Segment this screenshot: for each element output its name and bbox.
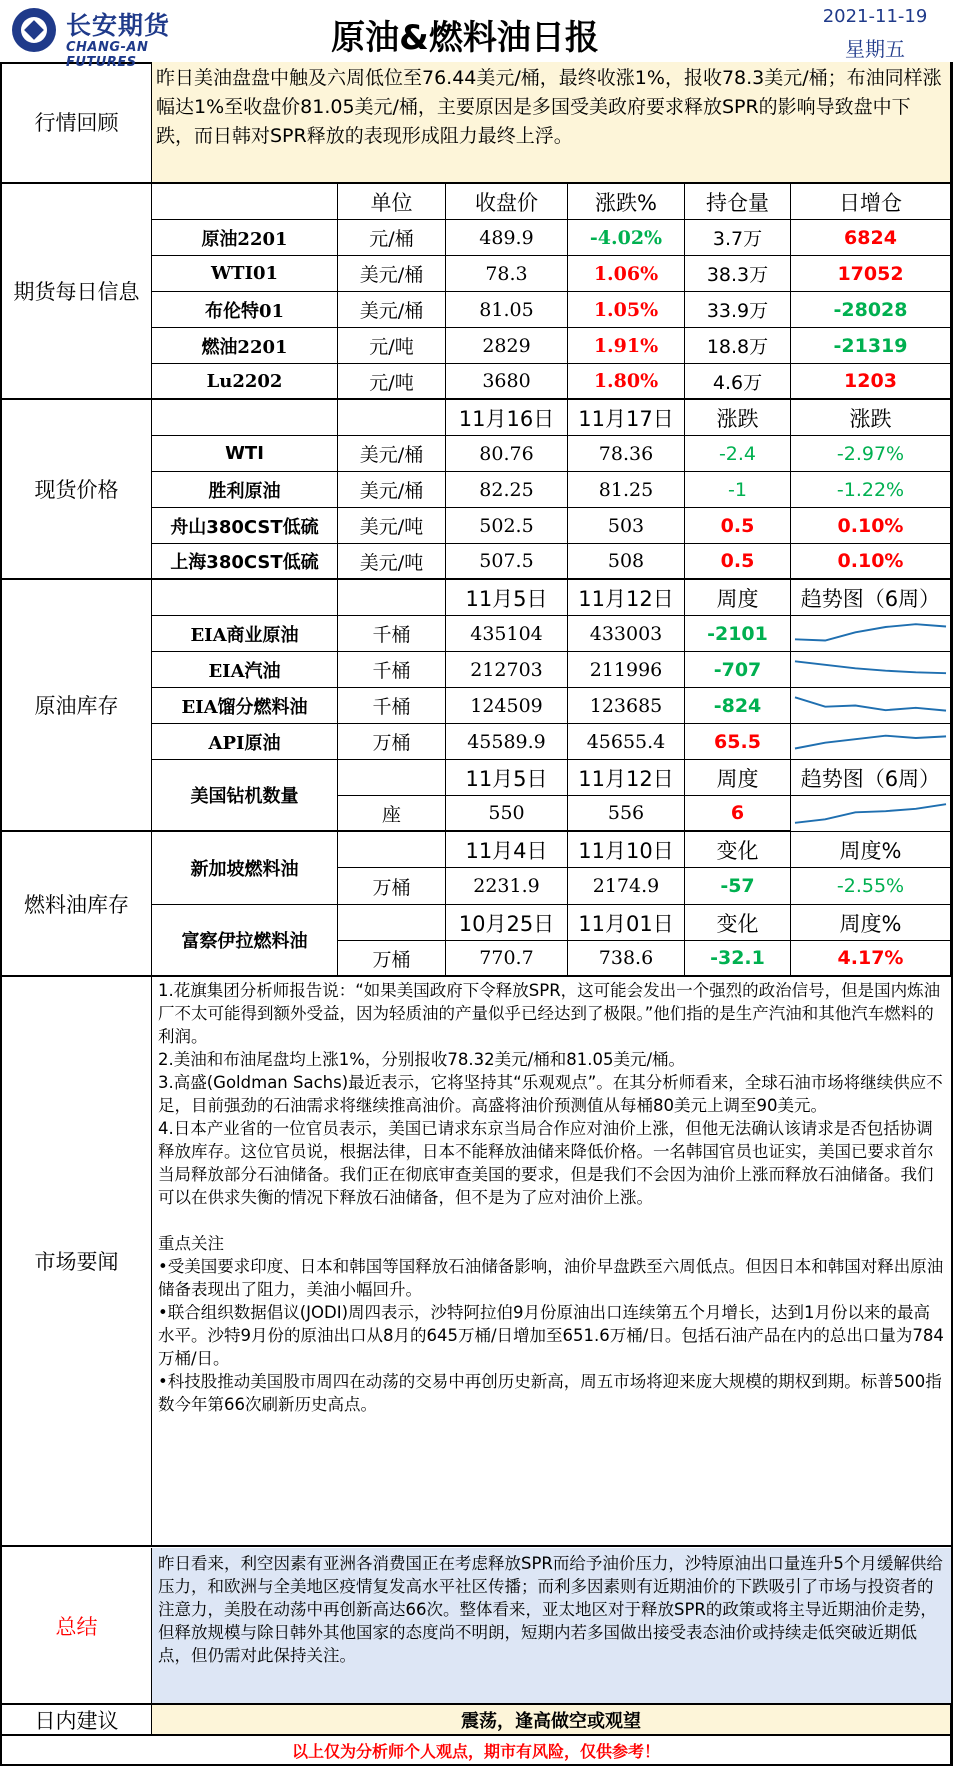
inventory-row-weekly: -824 bbox=[685, 688, 791, 724]
inventory-row-weekly: -707 bbox=[685, 652, 791, 688]
spot-row-unit: 美元/吨 bbox=[338, 544, 446, 580]
news-item-4: 4.日本产业省的一位官员表示，美国已请求东京当局合作应对油价上涨，但他无法确认该请求是否包括协调释放库存。这位官员说，根据法律，日本不能释放油储来降低价格。一名韩国官员也证实，美国已要求首尔当局释放部分石油储备。我们正在彻底审查美国的要求，但是我们不会因为油价上涨而释放石油储备。我们可以在供求失衡的情况下释放石油储备，但不是为了应对油价上涨。 bbox=[158, 1119, 934, 1207]
trend-sparkline-line bbox=[795, 736, 946, 749]
fuel-inventory-pct: 4.17% bbox=[791, 941, 951, 977]
trend-sparkline-line bbox=[795, 624, 946, 640]
rig-count-name: 美国钻机数量 bbox=[152, 760, 338, 832]
section-label-review: 行情回顾 bbox=[2, 62, 152, 184]
spot-row-d1: 502.5 bbox=[446, 508, 568, 544]
futures-row-delta: 6824 bbox=[791, 220, 951, 256]
spot-row-pct: -2.97% bbox=[791, 436, 951, 472]
section-label-inventory: 原油库存 bbox=[2, 580, 152, 832]
inventory-trend-sparkline bbox=[791, 616, 951, 652]
futures-header: 收盘价 bbox=[446, 184, 568, 220]
futures-row-close: 3680 bbox=[446, 364, 568, 400]
futures-row-change: 1.91% bbox=[568, 328, 685, 364]
futures-row-oi: 33.9万 bbox=[685, 292, 791, 328]
fuel-inventory-name: 新加坡燃料油 bbox=[152, 832, 338, 905]
news-content bbox=[152, 977, 951, 1547]
futures-row-close: 2829 bbox=[446, 328, 568, 364]
focus-item-1: •受美国要求印度、日本和韩国等国释放石油储备影响，油价早盘跌至六周低点。但因日本和韩国对释出原油储备表现出了阻力，美油小幅回升。 bbox=[158, 1257, 944, 1299]
spot-header: 11月17日 bbox=[568, 400, 685, 436]
rig-header: 11月5日 bbox=[446, 760, 568, 796]
spot-row-d1: 507.5 bbox=[446, 544, 568, 580]
report-title: 原油&燃料油日报 bbox=[331, 18, 599, 58]
fuel-inventory-header: 11月10日 bbox=[568, 832, 685, 868]
inventory-row-d2: 211996 bbox=[568, 652, 685, 688]
inventory-row-d2: 45655.4 bbox=[568, 724, 685, 760]
inventory-header: 11月12日 bbox=[568, 580, 685, 616]
inventory-row-weekly: -2101 bbox=[685, 616, 791, 652]
fuel-inventory-change: -32.1 bbox=[685, 941, 791, 977]
futures-row-oi: 38.3万 bbox=[685, 256, 791, 292]
fuel-header-blank bbox=[338, 832, 446, 868]
section-label-futures: 期货每日信息 bbox=[2, 184, 152, 400]
futures-header: 日增仓 bbox=[791, 184, 951, 220]
spot-row-change: 0.5 bbox=[685, 508, 791, 544]
report-header bbox=[0, 0, 953, 70]
fuel-inventory-header: 10月25日 bbox=[446, 905, 568, 941]
trend-sparkline-line bbox=[795, 697, 946, 710]
spot-row-d2: 503 bbox=[568, 508, 685, 544]
futures-row-delta: 17052 bbox=[791, 256, 951, 292]
section-label-spot: 现货价格 bbox=[2, 400, 152, 580]
spot-row-name: 上海380CST低硫 bbox=[152, 544, 338, 580]
inventory-row-name: API原油 bbox=[152, 724, 338, 760]
spot-row-d2: 508 bbox=[568, 544, 685, 580]
futures-row-close: 81.05 bbox=[446, 292, 568, 328]
spot-row-d1: 80.76 bbox=[446, 436, 568, 472]
fuel-inventory-name: 富察伊拉燃料油 bbox=[152, 905, 338, 977]
report-date: 2021-11-19 bbox=[822, 6, 928, 27]
futures-row-change: -4.02% bbox=[568, 220, 685, 256]
trend-sparkline-line bbox=[795, 804, 946, 823]
futures-row-oi: 18.8万 bbox=[685, 328, 791, 364]
inventory-header-blank bbox=[338, 580, 446, 616]
inventory-row-d1: 45589.9 bbox=[446, 724, 568, 760]
futures-row-unit: 美元/桶 bbox=[338, 292, 446, 328]
inventory-row-name: EIA汽油 bbox=[152, 652, 338, 688]
review-text: 昨日美油盘盘中触及六周低位至76.44美元/桶，最终收涨1%，报收78.3美元/桶；布油同样涨幅达1%至收盘价81.05美元/桶，主要原因是多国受美政府要求释放SPR的影响导致盘中下跌，而日韩对SPR释放的表现形成阻力最终上浮。 bbox=[152, 62, 951, 184]
spot-row-change: -2.4 bbox=[685, 436, 791, 472]
futures-row-name: 布伦特01 bbox=[152, 292, 338, 328]
company-logo bbox=[8, 4, 198, 70]
news-item-1: 1.花旗集团分析师报告说：“如果美国政府下令释放SPR，这可能会发出一个强烈的政治信号，但是国内炼油厂不太可能得到额外受益，因为轻质油的产量似乎已经达到了极限。”他们指的是生产汽油和其他汽车燃料的利润。 bbox=[158, 981, 941, 1046]
spot-row-change: 0.5 bbox=[685, 544, 791, 580]
futures-row-unit: 元/吨 bbox=[338, 364, 446, 400]
futures-row-oi: 4.6万 bbox=[685, 364, 791, 400]
inventory-row-d1: 124509 bbox=[446, 688, 568, 724]
logo-emblem-icon bbox=[12, 8, 56, 52]
advice-text: 震荡，逢高做空或观望 bbox=[152, 1705, 951, 1736]
inventory-row-unit: 千桶 bbox=[338, 652, 446, 688]
spot-row-name: 胜利原油 bbox=[152, 472, 338, 508]
summary-text: 昨日看来，利空因素有亚洲各消费国正在考虑释放SPR而给予油价压力，沙特原油出口量连升5个月缓解供给压力，和欧洲与全美地区疫情复发高水平社区传播；而利多因素则有近期油价的下跌吸引了市场与投资者的注意力，美股在动荡中再创新高达66次。整体看来，亚太地区对于释放SPR的政策或将主导近期油价走势，但释放规模与除日韩外其他国家的态度尚不明朗，短期内若多国做出接受表态油价或持续走低突破近期低点，但仍需对此保持关注。 bbox=[152, 1548, 951, 1705]
rig-header-blank bbox=[338, 760, 446, 796]
futures-row-name: WTI01 bbox=[152, 256, 338, 292]
spot-row-d2: 78.36 bbox=[568, 436, 685, 472]
rig-unit: 座 bbox=[338, 796, 446, 832]
spot-row-change: -1 bbox=[685, 472, 791, 508]
inventory-row-unit: 万桶 bbox=[338, 724, 446, 760]
rig-d1: 550 bbox=[446, 796, 568, 832]
inventory-row-name: EIA馏分燃料油 bbox=[152, 688, 338, 724]
futures-row-name: 原油2201 bbox=[152, 220, 338, 256]
futures-row-name: 燃油2201 bbox=[152, 328, 338, 364]
news-item-2: 2.美油和布油尾盘均上涨1%，分别报收78.32美元/桶和81.05美元/桶。 bbox=[158, 1050, 686, 1069]
spot-row-pct: 0.10% bbox=[791, 508, 951, 544]
futures-row-unit: 元/吨 bbox=[338, 328, 446, 364]
spot-header: 涨跌 bbox=[685, 400, 791, 436]
futures-row-change: 1.05% bbox=[568, 292, 685, 328]
rig-trend-sparkline bbox=[791, 796, 951, 832]
focus-item-3: •科技股推动美国股市周四在动荡的交易中再创历史新高，周五市场将迎来庞大规模的期权到期。标普500指数今年第66次刷新历史高点。 bbox=[158, 1372, 942, 1414]
focus-item-2: •联合组织数据倡议(JODI)周四表示，沙特阿拉伯9月份原油出口连续第五个月增长，达到1月份以来的最高水平。沙特9月份的原油出口从8月的645万桶/日增加至651.6万桶/日。包括石油产品在内的总出口量为784万桶/日。 bbox=[158, 1303, 944, 1368]
fuel-header-blank bbox=[338, 905, 446, 941]
fuel-inventory-unit: 万桶 bbox=[338, 941, 446, 977]
spot-row-unit: 美元/桶 bbox=[338, 472, 446, 508]
futures-row-delta: -28028 bbox=[791, 292, 951, 328]
inventory-row-d1: 435104 bbox=[446, 616, 568, 652]
fuel-inventory-change: -57 bbox=[685, 868, 791, 905]
fuel-inventory-d2: 2174.9 bbox=[568, 868, 685, 905]
inventory-trend-sparkline bbox=[791, 724, 951, 760]
inventory-row-unit: 千桶 bbox=[338, 616, 446, 652]
inventory-header: 11月5日 bbox=[446, 580, 568, 616]
disclaimer: 以上仅为分析师个人观点，期市有风险，仅供参考！ bbox=[2, 1736, 951, 1764]
spot-row-d1: 82.25 bbox=[446, 472, 568, 508]
fuel-inventory-d1: 2231.9 bbox=[446, 868, 568, 905]
spot-header: 涨跌 bbox=[791, 400, 951, 436]
inventory-row-d2: 123685 bbox=[568, 688, 685, 724]
rig-d2: 556 bbox=[568, 796, 685, 832]
spot-row-name: 舟山380CST低硫 bbox=[152, 508, 338, 544]
futures-row-close: 489.9 bbox=[446, 220, 568, 256]
inventory-row-d1: 212703 bbox=[446, 652, 568, 688]
spot-header-blank bbox=[152, 400, 338, 436]
futures-header: 持仓量 bbox=[685, 184, 791, 220]
spot-row-unit: 美元/吨 bbox=[338, 508, 446, 544]
inventory-row-unit: 千桶 bbox=[338, 688, 446, 724]
futures-row-close: 78.3 bbox=[446, 256, 568, 292]
inventory-row-name: EIA商业原油 bbox=[152, 616, 338, 652]
futures-row-delta: 1203 bbox=[791, 364, 951, 400]
futures-row-oi: 3.7万 bbox=[685, 220, 791, 256]
logo-english-name: CHANG-AN FUTURES bbox=[66, 40, 149, 70]
report-weekday: 星期五 bbox=[845, 37, 905, 61]
futures-row-unit: 元/桶 bbox=[338, 220, 446, 256]
rig-weekly: 6 bbox=[685, 796, 791, 832]
inventory-trend-sparkline bbox=[791, 652, 951, 688]
section-label-summary: 总结 bbox=[2, 1548, 152, 1705]
fuel-inventory-d1: 770.7 bbox=[446, 941, 568, 977]
section-label-news: 市场要闻 bbox=[2, 977, 152, 1547]
spot-row-unit: 美元/桶 bbox=[338, 436, 446, 472]
futures-row-name: Lu2202 bbox=[152, 364, 338, 400]
spot-row-pct: 0.10% bbox=[791, 544, 951, 580]
fuel-inventory-pct: -2.55% bbox=[791, 868, 951, 905]
spot-header-blank bbox=[338, 400, 446, 436]
inventory-trend-sparkline bbox=[791, 688, 951, 724]
rig-header: 11月12日 bbox=[568, 760, 685, 796]
rig-header: 周度 bbox=[685, 760, 791, 796]
news-item-3: 3.高盛(Goldman Sachs)最近表示，它将坚持其“乐观观点”。在其分析师看来，全球石油市场将继续供应不足，目前强劲的石油需求将继续推高油价。高盛将油价预测值从每桶80美元上调至90美元。 bbox=[158, 1073, 943, 1115]
spot-row-pct: -1.22% bbox=[791, 472, 951, 508]
logo-chinese-name: 长安期货 bbox=[66, 11, 171, 40]
futures-header: 涨跌% bbox=[568, 184, 685, 220]
inventory-row-weekly: 65.5 bbox=[685, 724, 791, 760]
futures-header: 单位 bbox=[338, 184, 446, 220]
fuel-inventory-unit: 万桶 bbox=[338, 868, 446, 905]
futures-row-change: 1.80% bbox=[568, 364, 685, 400]
fuel-inventory-header: 变化 bbox=[685, 905, 791, 941]
section-label-fuel-inventory: 燃料油库存 bbox=[2, 832, 152, 977]
fuel-inventory-d2: 738.6 bbox=[568, 941, 685, 977]
inventory-row-d2: 433003 bbox=[568, 616, 685, 652]
spot-row-name: WTI bbox=[152, 436, 338, 472]
futures-header-blank bbox=[152, 184, 338, 220]
fuel-inventory-header: 周度% bbox=[791, 832, 951, 868]
fuel-inventory-header: 周度% bbox=[791, 905, 951, 941]
inventory-header-blank bbox=[152, 580, 338, 616]
trend-sparkline-line bbox=[795, 661, 946, 673]
inventory-header: 周度 bbox=[685, 580, 791, 616]
futures-row-unit: 美元/桶 bbox=[338, 256, 446, 292]
spot-header: 11月16日 bbox=[446, 400, 568, 436]
spot-row-d2: 81.25 bbox=[568, 472, 685, 508]
focus-title: 重点关注 bbox=[158, 1234, 224, 1253]
fuel-inventory-header: 11月01日 bbox=[568, 905, 685, 941]
fuel-inventory-header: 11月4日 bbox=[446, 832, 568, 868]
futures-row-change: 1.06% bbox=[568, 256, 685, 292]
rig-header: 趋势图（6周） bbox=[791, 760, 951, 796]
futures-row-delta: -21319 bbox=[791, 328, 951, 364]
fuel-inventory-header: 变化 bbox=[685, 832, 791, 868]
section-label-advice: 日内建议 bbox=[2, 1705, 152, 1736]
inventory-header: 趋势图（6周） bbox=[791, 580, 951, 616]
